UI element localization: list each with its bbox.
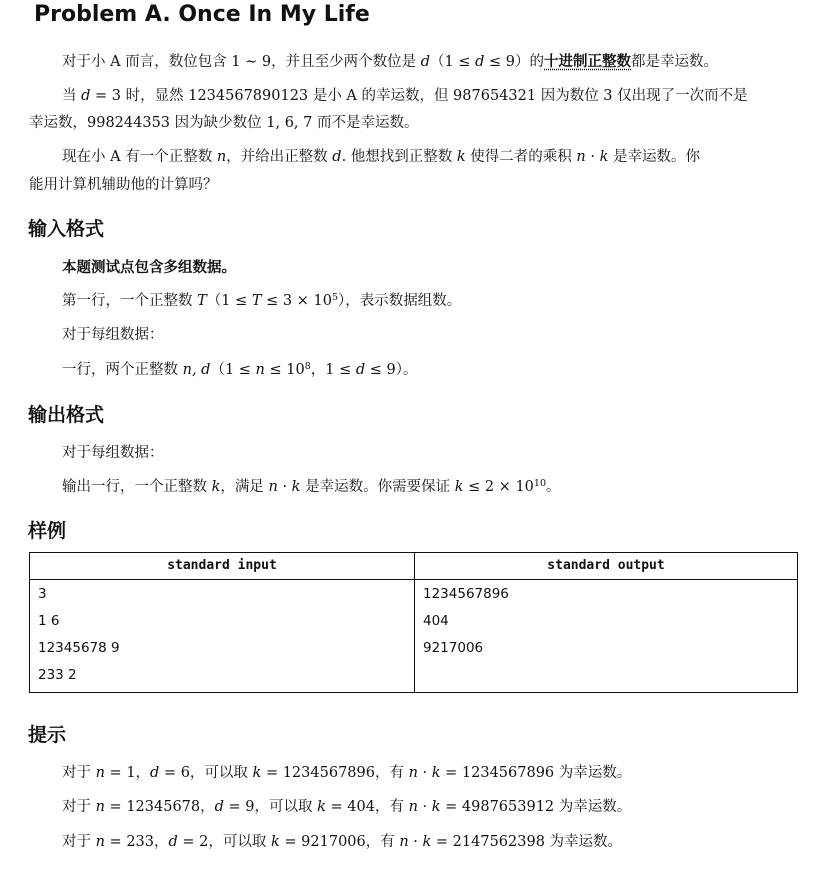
text: 现在小 A 有一个正整数 bbox=[62, 149, 217, 165]
math-expr: n · k bbox=[268, 479, 301, 495]
sample-input-line: 12345678 9 bbox=[38, 640, 120, 656]
hint-line-2 bbox=[62, 797, 631, 817]
hint-line-1 bbox=[62, 763, 631, 783]
text: ≤ 9）。 bbox=[365, 362, 418, 378]
statement-paragraph-2-line-1 bbox=[62, 86, 748, 106]
math-var: k bbox=[317, 799, 326, 815]
text: ，满足 bbox=[220, 479, 269, 495]
sample-input-line: 3 bbox=[38, 586, 47, 602]
math-var: k bbox=[454, 479, 464, 495]
output-format-heading: 输出格式 bbox=[28, 404, 105, 426]
statement-paragraph-3-line-2: 能用计算机辅助他的计算吗？ bbox=[29, 177, 218, 193]
text: 当 bbox=[62, 88, 82, 104]
math-var: k bbox=[271, 834, 280, 850]
math-var: d bbox=[332, 149, 342, 165]
text: 第一行，一个正整数 bbox=[62, 293, 198, 309]
text: = 3 时，显然 1234567890123 是小 A 的幸运数，但 987654321 因为数位 3 仅出现了一次而不是 bbox=[90, 88, 748, 104]
math-var: T bbox=[197, 293, 207, 309]
input-line-T bbox=[62, 291, 461, 311]
text: = 1， bbox=[104, 765, 151, 781]
math-var: k bbox=[456, 149, 466, 165]
text: = 12345678， bbox=[104, 799, 215, 815]
superscript: 8 bbox=[304, 361, 311, 372]
math-var: n, d bbox=[182, 362, 211, 378]
text: = 9217006，有 bbox=[279, 834, 400, 850]
text: 输出一行，一个正整数 bbox=[62, 479, 212, 495]
sample-input-line: 233 2 bbox=[38, 667, 77, 683]
text: 使得二者的乘积 bbox=[465, 149, 577, 165]
sample-column-divider bbox=[414, 553, 415, 692]
text: = 1234567896，有 bbox=[261, 765, 409, 781]
problem-title: Problem A. Once In My Life bbox=[34, 2, 370, 27]
math-var: d bbox=[420, 54, 431, 70]
sample-output-line: 9217006 bbox=[423, 640, 484, 656]
math-var: k bbox=[252, 765, 262, 781]
sample-output-line: 404 bbox=[423, 613, 449, 629]
emphasis-decimal-positive-integer: 十进制正整数 bbox=[544, 53, 632, 70]
text: 一行，两个正整数 bbox=[62, 362, 183, 378]
math-var: d bbox=[475, 54, 485, 70]
text: （1 ≤ bbox=[430, 54, 476, 70]
text: = 233， bbox=[104, 834, 169, 850]
sample-table bbox=[29, 552, 798, 693]
text: ≤ 2 × 10 bbox=[463, 479, 534, 495]
math-var: n bbox=[95, 765, 105, 781]
text: = 1234567896 为幸运数。 bbox=[440, 765, 632, 781]
hint-heading: 提示 bbox=[28, 724, 67, 746]
hint-line-3 bbox=[62, 832, 622, 852]
math-var: k bbox=[211, 479, 221, 495]
math-var: n bbox=[255, 362, 265, 378]
superscript: 10 bbox=[533, 478, 546, 489]
input-format-heading: 输入格式 bbox=[28, 218, 105, 240]
math-var: d bbox=[355, 362, 366, 378]
text: 对于 bbox=[62, 834, 96, 850]
input-multi-test-note: 本题测试点包含多组数据。 bbox=[62, 259, 236, 276]
input-line-n-d bbox=[62, 360, 418, 380]
text: 是幸运数。你 bbox=[608, 149, 700, 165]
statement-paragraph-1 bbox=[62, 52, 718, 72]
math-var: n bbox=[216, 149, 227, 165]
text: ，1 ≤ bbox=[310, 362, 356, 378]
math-expr: n · k bbox=[408, 799, 441, 815]
text: = 2147562398 为幸运数。 bbox=[431, 834, 623, 850]
text: ≤ 10 bbox=[264, 362, 305, 378]
text: 对于小 A 而言，数位包含 1 ∼ 9，并且至少两个数位是 bbox=[62, 54, 421, 70]
sample-input-line: 1 6 bbox=[38, 613, 60, 629]
text: 。 bbox=[546, 479, 561, 495]
sample-output-header: standard output bbox=[547, 558, 665, 573]
statement-paragraph-2-line-2: 幸运数，998244353 因为缺少数位 1, 6, 7 而不是幸运数。 bbox=[29, 115, 419, 131]
text: ≤ 3 × 10 bbox=[261, 293, 332, 309]
text: ），表示数据组数。 bbox=[338, 293, 462, 309]
sample-input-header: standard input bbox=[167, 558, 277, 573]
output-per-case: 对于每组数据： bbox=[62, 445, 164, 461]
text: = 2，可以取 bbox=[177, 834, 271, 850]
text: （1 ≤ bbox=[210, 362, 256, 378]
superscript: 5 bbox=[331, 292, 339, 303]
text: ，并给出正整数 bbox=[226, 149, 333, 165]
text: = 4987653912 为幸运数。 bbox=[440, 799, 632, 815]
math-var: d bbox=[168, 834, 178, 850]
sample-header-divider bbox=[30, 579, 797, 580]
math-expr: n · k bbox=[576, 149, 609, 165]
text: = 9，可以取 bbox=[223, 799, 318, 815]
math-var: n bbox=[95, 834, 105, 850]
math-expr: n · k bbox=[408, 765, 441, 781]
sample-output-line: 1234567896 bbox=[423, 586, 509, 602]
text: 对于 bbox=[62, 765, 96, 781]
output-line-k bbox=[62, 477, 561, 497]
text: = 6，可以取 bbox=[159, 765, 253, 781]
text: ≤ 9）的 bbox=[484, 54, 545, 70]
text: 都是幸运数。 bbox=[631, 54, 719, 70]
statement-paragraph-3-line-1 bbox=[62, 147, 700, 167]
math-var: n bbox=[95, 799, 105, 815]
text: （1 ≤ bbox=[206, 293, 252, 309]
math-var: d bbox=[150, 765, 160, 781]
text: = 404，有 bbox=[325, 799, 409, 815]
math-var: T bbox=[251, 293, 262, 309]
text: . 他想找到正整数 bbox=[341, 149, 457, 165]
input-per-case: 对于每组数据： bbox=[62, 327, 164, 343]
math-var: d bbox=[81, 88, 91, 104]
sample-heading: 样例 bbox=[28, 520, 67, 542]
text: 对于 bbox=[62, 799, 96, 815]
math-var: d bbox=[214, 799, 224, 815]
text: 是幸运数。你需要保证 bbox=[300, 479, 455, 495]
math-expr: n · k bbox=[399, 834, 432, 850]
